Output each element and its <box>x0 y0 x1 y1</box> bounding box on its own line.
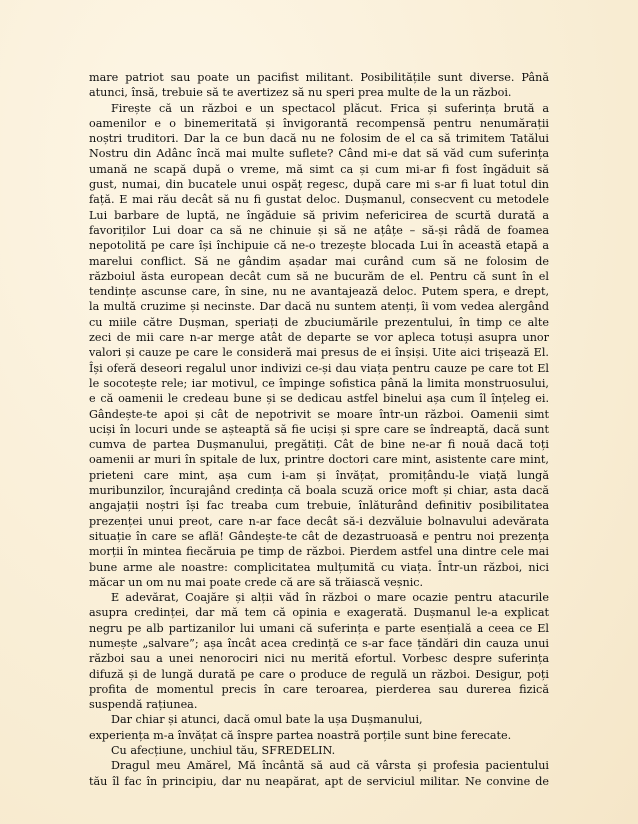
text-line: războiul ăsta european decât cum să ne bucurăm de el. Pentru că sunt în el <box>89 269 549 283</box>
text-line: Dragul meu Amărel, Mă încântă să aud că vârsta și profesia pacientului <box>111 759 549 773</box>
text-line: oamenilor e o binemeritată și învigorantă recompensă pentru nenumărații <box>89 116 549 130</box>
text-line: uciși în locuri unde se așteaptă să fie uciși și spre care se îndreaptă, dacă sunt <box>89 422 549 436</box>
text-line: atunci, însă, trebuie să te avertizez să nu speri prea multe de la un război. <box>89 86 512 100</box>
text-line: tendințe ascunse care, în sine, nu ne avantajează deloc. Putem spera, e drept, <box>89 285 549 299</box>
text-line: gust, numai, din bucatele unui ospăț regesc, după care mi s-ar fi luat totul din <box>89 178 549 192</box>
text-line: prieteni care mint, așa cum i-am și învățat, promițându-le viață lungă <box>89 468 549 482</box>
text-line: noștri truditori. Dar la ce bun dacă nu ne folosim de el ca să trimitem Tatălui <box>89 132 549 146</box>
text-line: e că oamenii le credeau bune și se dedicau astfel binelui așa cum îl înțeleg ei. <box>89 392 549 406</box>
text-line: măcar un om nu mai poate crede că are să trăiască veșnic. <box>89 575 424 589</box>
text-line: difuză și de lungă durată pe care o produce de regulă un război. Desigur, poți <box>89 667 549 681</box>
text-line: Cu afecțiune, unchiul tău, SFREDELIN. <box>111 744 336 758</box>
text-line: morții în mintea fiecăruia pe timp de război. Pierdem astfel una dintre cele mai <box>89 545 549 559</box>
text-line: Lui barbare de luptă, ne îngăduie să privim nefericirea de scurtă durată a <box>89 208 549 222</box>
text-line: angajații noștri își fac treaba cum trebuie, înlăturând definitiv posibilitatea <box>89 499 549 513</box>
text-line: cumva de partea Dușmanului, pregătiți. Cât de bine ne-ar fi nouă dacă toți <box>89 438 549 452</box>
document-page <box>89 70 549 789</box>
text-line: valori și cauze pe care le consideră mai presus de ei înșiși. Uite aici trișează El. <box>89 346 549 360</box>
text-line: mare patriot sau poate un pacifist militant. Posibilitățile sunt diverse. Până <box>89 71 549 84</box>
text-line: asupra credinței, dar mă tem că opinia e exagerată. Dușmanul le-a explicat <box>89 606 549 620</box>
text-line: situație în care se află! Gândește-te cât de dezastruoasă e pentru noi prezența <box>89 529 549 543</box>
text-line: zeci de mii care n-ar merge atât de departe se vor apleca totuși asupra unor <box>89 331 549 345</box>
text-line: negru pe alb partizanilor lui umani că suferința e parte esențială a ceea ce El <box>89 621 549 635</box>
text-line: Dar chiar și atunci, dacă omul bate la ușa Dușmanului, <box>111 713 423 727</box>
text-line: oamenii ar muri în spitale de lux, printre doctori care mint, asistente care mint, <box>89 453 549 467</box>
text-line: suspendă rațiunea. <box>89 698 198 712</box>
text-line: marelui conflict. Să ne gândim așadar mai curând cum să ne folosim de <box>89 254 549 268</box>
text-line: muribunzilor, încurajând credința că boala scuză orice moft și chiar, asta dacă <box>89 484 549 498</box>
text-line: Își oferă deseori regalul unor indivizi ce-și dau viața pentru cauze pe care tot El <box>89 361 549 375</box>
text-line: la multă cruzime și necinste. Dar dacă nu suntem atenți, îi vom vedea alergând <box>89 300 549 314</box>
text-line: bune arme ale noastre: complicitatea mulțumită cu viața. Într-un război, nici <box>89 560 549 574</box>
text-line: război sau a unei nenorociri nici nu merită efortul. Vorbesc despre suferința <box>89 652 549 666</box>
text-line: tău îl fac în principiu, dar nu neapărat, apt de serviciul militar. Ne convine de <box>89 774 549 788</box>
text-line: față. E mai rău decât să nu fi gustat deloc. Dușmanul, consecvent cu metodele <box>89 193 549 207</box>
text-line: cu miile către Dușman, speriați de zbuciumările prezentului, în timp ce alte <box>89 315 549 329</box>
text-line: prezenței unui preot, care n-ar face decât să-i dezvăluie bolnavului adevărata <box>89 514 549 528</box>
text-line: nepotolită pe care își închipuie că ne-o trezește blocada Lui în această etapă a <box>89 239 549 253</box>
text-line: umană ne scapă după o vreme, mă simt ca și cum mi-ar fi fost îngăduit să <box>89 162 549 176</box>
text-line: Nostru din Adânc încă mai multe suflete? Când mi-e dat să văd cum suferința <box>89 147 549 161</box>
text-line: E adevărat, Coajăre și alții văd în război o mare ocazie pentru atacurile <box>111 591 549 605</box>
text-line: experiența m-a învățat că înspre partea noastră porțile sunt bine ferecate. <box>89 728 512 742</box>
text-line: Gândește-te apoi și cât de nepotrivit se moare într-un război. Oamenii simt <box>89 407 549 421</box>
text-line: numește „salvare”; așa încât acea credință ce s-ar face țăndări din cauza unui <box>89 636 549 650</box>
text-line: le socotește rele; iar motivul, ce împinge sofistica până la limita monstruosului, <box>89 376 549 390</box>
text-line: Firește că un război e un spectacol plăcut. Frica și suferința brută a <box>111 101 549 115</box>
text-line: profita de momentul precis în care teroarea, pierderea sau durerea fizică <box>89 682 549 696</box>
text-line: favoriților Lui doar ca să ne chinuie și să ne ațâțe – să-și râdă de foamea <box>89 223 549 237</box>
